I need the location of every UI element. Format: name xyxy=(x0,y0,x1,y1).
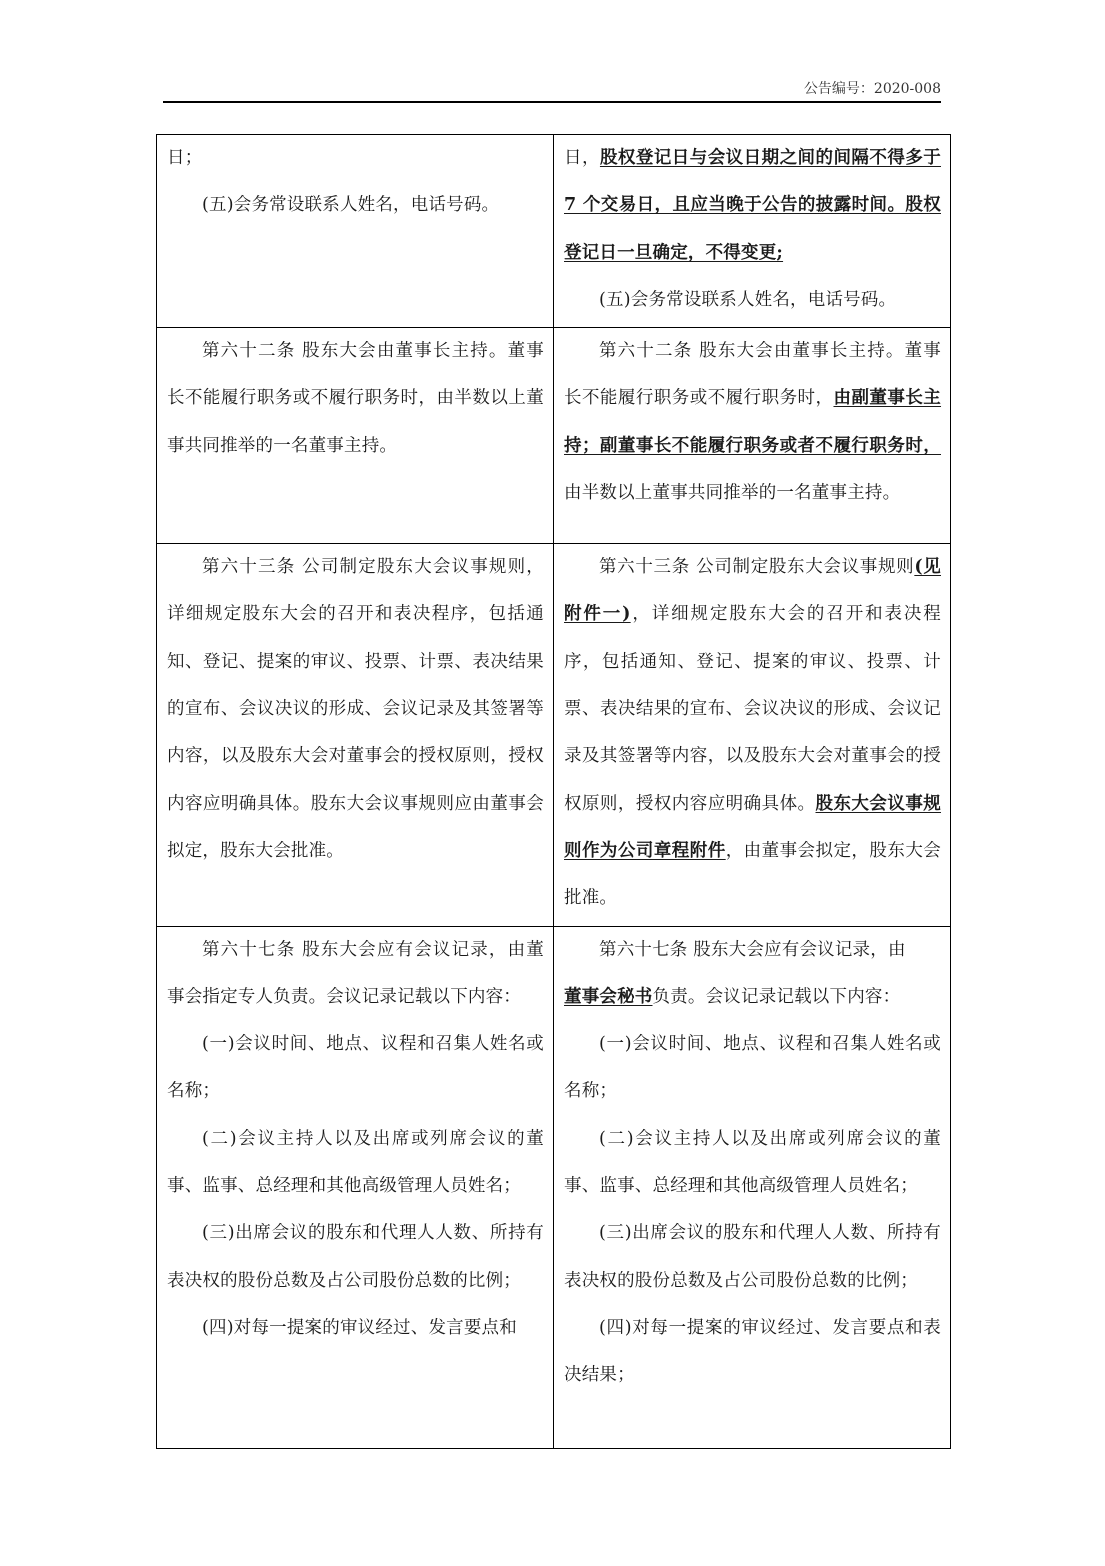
paragraph xyxy=(167,1210,544,1305)
paragraph xyxy=(564,277,941,324)
text-run: 第六十七条 股东大会应有会议记录，由董事会指定专人负责。会议记录记载以下内容： xyxy=(167,939,544,1007)
text-run: 由半数以上董事共同推举的一名董事主持。 xyxy=(564,483,901,504)
table-row xyxy=(157,926,951,1448)
paragraph xyxy=(167,1021,544,1116)
text-run: 第六十三条 公司制定股东大会议事规则，详细规定股东大会的召开和表决程序，包括通知、登记、提案的审议、投票、计票、表决结果的宣布、会议决议的形成、会议记录及其签署等内容，以及股东大会对董事会的授权原则，授权内容应明确具体。股东大会议事规则应由董事会拟定，股东大会批准。 xyxy=(167,557,544,861)
text-run: 日， xyxy=(564,148,600,168)
amended-text-cell xyxy=(554,328,951,544)
paragraph xyxy=(167,927,544,1022)
table-row xyxy=(157,544,951,926)
amended-text-highlight: 股权登记日与会议日期之间的间隔不得多于 7 个交易日，且应当晚于公告的披露时间。股权登记日一旦确定，不得变更; xyxy=(564,148,941,263)
text-run: (四)对每一提案的审议经过、发言要点和 xyxy=(202,1317,517,1338)
amended-text-cell xyxy=(554,544,951,926)
text-run: 日； xyxy=(167,148,203,168)
text-run: (三)出席会议的股东和代理人人数、所持有表决权的股份总数及占公司股份总数的比例； xyxy=(167,1223,544,1291)
text-run: (四)对每一提案的审议经过、发言要点和表决结果； xyxy=(564,1317,941,1386)
header-rule xyxy=(163,101,941,103)
text-run: (五)会务常设联系人姓名，电话号码。 xyxy=(599,289,897,310)
paragraph xyxy=(167,544,544,875)
paragraph xyxy=(564,927,941,974)
notice-number: 公告编号：2020-008 xyxy=(803,81,941,97)
text-run: 第六十七条 股东大会应有会议记录，由 xyxy=(599,939,906,960)
paragraph xyxy=(167,1116,544,1211)
amended-text-highlight: (见附件一) xyxy=(564,557,941,625)
text-run: 第六十二条 股东大会由董事长主持。董事长不能履行职务或不履行职务时，由半数以上董事共同推举的一名董事主持。 xyxy=(167,341,544,456)
text-run: (一)会议时间、地点、议程和召集人姓名或名称； xyxy=(167,1034,544,1102)
text-run: ，由董事会拟定，股东大会批准。 xyxy=(564,840,941,909)
amendment-comparison-table xyxy=(156,134,951,1449)
amended-text-highlight: 股东大会议事规则作为公司章程附件 xyxy=(564,793,941,861)
text-run: 第六十二条 股东大会由董事长主持。董事长不能履行职务或不履行职务时， xyxy=(564,341,941,409)
text-run: (一)会议时间、地点、议程和召集人姓名或名称； xyxy=(564,1034,941,1102)
amended-text-cell xyxy=(554,926,951,1448)
text-run: (三)出席会议的股东和代理人人数、所持有表决权的股份总数及占公司股份总数的比例； xyxy=(564,1223,941,1291)
paragraph xyxy=(167,1305,544,1352)
paragraph xyxy=(167,135,544,182)
original-text-cell xyxy=(157,926,554,1448)
text-run: (二)会议主持人以及出席或列席会议的董事、监事、总经理和其他高级管理人员姓名； xyxy=(564,1128,941,1197)
paragraph xyxy=(167,182,544,229)
text-run: 第六十三条 公司制定股东大会议事规则 xyxy=(599,557,915,578)
original-text-cell xyxy=(157,135,554,328)
paragraph xyxy=(564,328,941,517)
text-run: ，详细规定股东大会的召开和表决程序，包括通知、登记、提案的审议、投票、计票、表决结果的宣布、会议决议的形成、会议记录及其签署等内容，以及股东大会对董事会的授权原则，授权内容应明确具体。 xyxy=(564,604,941,814)
paragraph xyxy=(564,1305,941,1400)
text-run: (五)会务常设联系人姓名，电话号码。 xyxy=(202,195,500,216)
paragraph xyxy=(167,328,544,470)
table-row xyxy=(157,135,951,328)
original-text-cell xyxy=(157,328,554,544)
paragraph xyxy=(564,1116,941,1211)
original-text-cell xyxy=(157,544,554,926)
amended-text-cell xyxy=(554,135,951,328)
text-run: 负责。会议记录记载以下内容： xyxy=(652,986,901,1007)
amended-text-highlight: 由副董事长主持；副董事长不能履行职务或者不履行职务时， xyxy=(564,388,942,456)
amended-text-highlight: 董事会秘书 xyxy=(564,986,653,1007)
paragraph xyxy=(564,1021,941,1116)
paragraph xyxy=(564,544,941,922)
paragraph xyxy=(564,135,941,277)
paragraph xyxy=(564,1210,941,1305)
text-run: (二)会议主持人以及出席或列席会议的董事、监事、总经理和其他高级管理人员姓名； xyxy=(167,1128,544,1197)
table-row xyxy=(157,328,951,544)
paragraph xyxy=(564,974,941,1021)
